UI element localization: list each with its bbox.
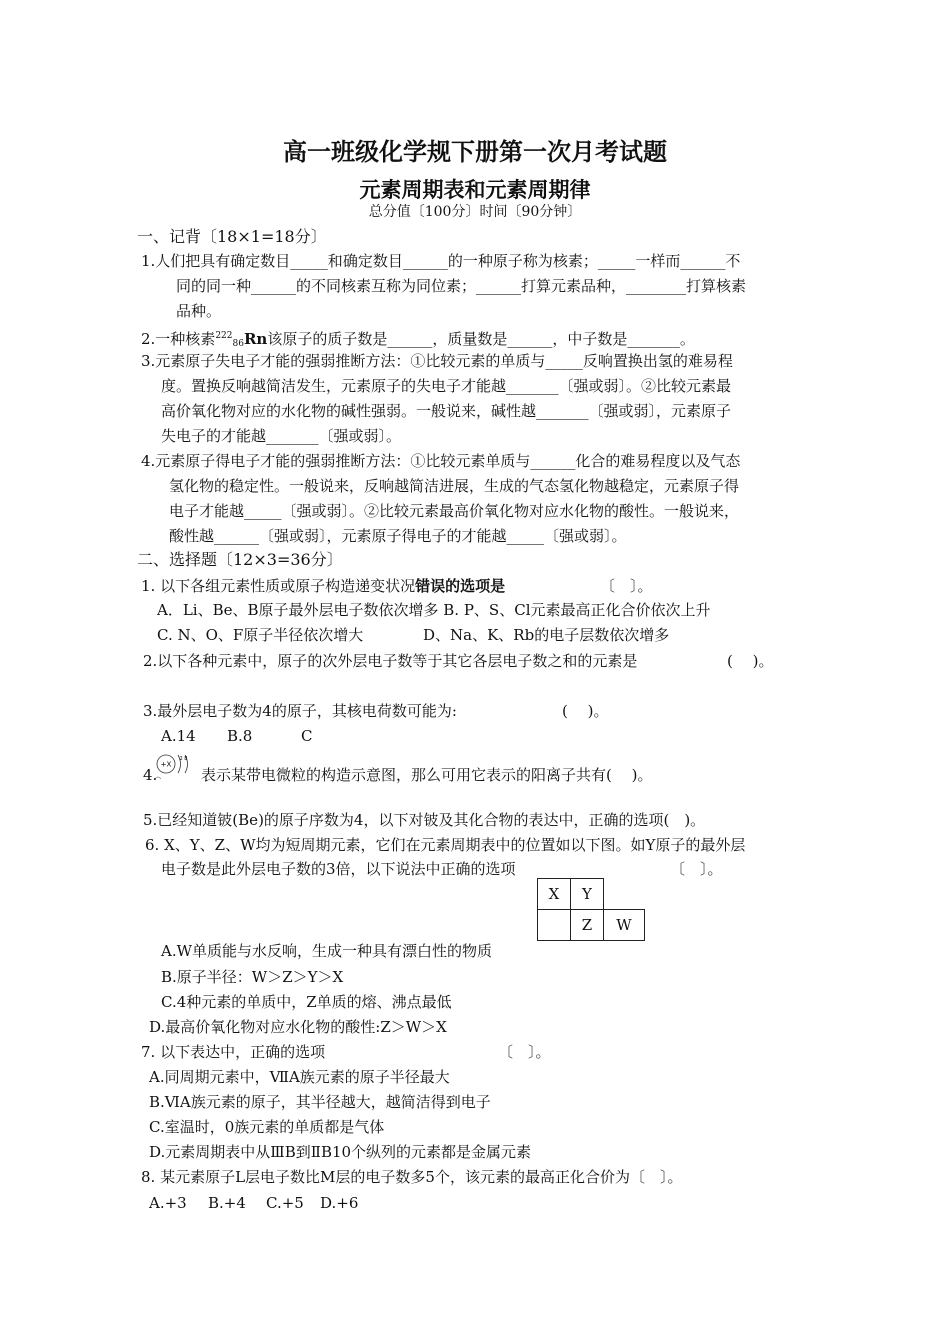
s2-q8-stem: 8. 某元素原子L层电子数比M层的电子数多5个，该元素的最高正化合价为〔 〕。 (141, 1168, 683, 1186)
s2-q8-option-a: A.+3 (149, 1194, 187, 1212)
s2-q6-option-c: C.4种元素的单质中，Z单质的熔、沸点最低 (161, 993, 452, 1011)
cell-blank-top (604, 879, 645, 910)
s1-q1-line1: 1.人们把具有确定数目_____和确定数目______的一种原子称为核素；_____一样而______不 (141, 252, 741, 270)
s2-q7-bracket: 〔 〕。 (498, 1043, 551, 1061)
s2-q3-bracket: ( )。 (562, 702, 609, 720)
s2-q3-option-c: C (301, 727, 313, 745)
s2-q2-stem: 2.以下各种元素中，原子的次外层电子数等于其它各层电子数之和的元素是 (143, 652, 638, 670)
s2-q5-stem: 5.已经知道铍(Be)的原子序数为4，以下对铍及其化合物的表达中，正确的选项( )。 (143, 811, 706, 829)
section1-heading: 一、记背〔18×1=18分〕 (137, 227, 327, 246)
page-subtitle: 元素周期表和元素周期律 (359, 177, 591, 202)
section2-heading: 二、选择题〔12×3=36分〕 (137, 550, 343, 569)
s2-q4-number: 4. (143, 766, 158, 784)
s2-q1-stem (141, 575, 505, 597)
s2-q2-bracket: ( )。 (727, 652, 774, 670)
s2-q7-option-b: B.ⅥA族元素的原子，其半径越大，越简洁得到电子 (149, 1093, 491, 1111)
exam-meta: 总分值〔100分〕时间〔90分钟〕 (368, 204, 582, 220)
cell-y: Y (571, 879, 604, 910)
s2-q1-emphasis: 错误的选项是 (415, 577, 506, 595)
s1-q1-line3: 品种。 (176, 302, 222, 320)
s2-q6-bracket: 〔 〕。 (670, 860, 723, 878)
cell-empty (538, 910, 571, 941)
s2-q8-option-b: B.+4 (208, 1194, 246, 1212)
s1-q2-post: 该原子的质子数是______，质量数是______，中子数是_______。 (267, 330, 695, 348)
s1-q1-line2: 同的同一种______的不同核素互称为同位素；______打算元素品种，________打算核素 (176, 277, 747, 295)
s1-q4-line1: 4.元素原子得电子才能的强弱推断方法：①比较元素单质与______化合的难易程度以及气态 (141, 452, 741, 470)
s2-q1-option-d: D、Na、K、Rb的电子层数依次增多 (423, 626, 670, 644)
s2-q1-option-c: C. N、O、F原子半径依次增大 (157, 626, 364, 644)
cell-z: Z (571, 910, 604, 941)
page-title: 高一班级化学规下册第一次月考试题 (283, 137, 667, 166)
s1-q2-pre: 2.一种核素 (141, 330, 216, 348)
cell-x: X (538, 879, 571, 910)
diagram-mark (155, 777, 161, 779)
s1-q3-line1: 3.元素原子失电子才能的强弱推断方法：①比较元素的单质与_____反响置换出氢的难易程 (141, 352, 733, 370)
nucleus-charge: +X (160, 760, 172, 769)
s2-q6-option-a: A.W单质能与水反响，生成一种具有漂白性的物质 (161, 942, 493, 960)
s2-q6-option-b: B.原子半径：W＞Z＞Y＞X (161, 968, 344, 986)
s1-q4-line4: 酸性越______〔强或弱〕，元素原子得电子的才能越_____〔强或弱〕。 (169, 527, 627, 545)
s2-q1-stem-text: 1. 以下各组元素性质或原子构造递变状况 (141, 577, 416, 595)
atom-structure-diagram (154, 752, 200, 782)
s2-q6-line1: 6. X、Y、Z、W均为短周期元素，它们在元素周期表中的位置如以下图。如Y原子的最外层 (145, 836, 746, 854)
nuclide-mass-number: 222 (215, 331, 233, 341)
s2-q3-option-b: B.8 (227, 727, 253, 745)
s2-q7-option-c: C.室温时，0族元素的单质都是气体 (149, 1118, 385, 1136)
s2-q6-option-d: D.最高价氧化物对应水化物的酸性:Z＞W＞X (149, 1018, 447, 1036)
nuclide-symbol: Rn (243, 330, 268, 348)
s1-q4-line3: 电子才能越_____〔强或弱〕。②比较元素最高价氧化物对应水化物的酸性。一般说来， (169, 502, 740, 520)
s2-q3-option-a: A.14 (161, 727, 196, 745)
s2-q7-stem: 7. 以下表达中，正确的选项 (141, 1043, 326, 1061)
s1-q3-line4: 失电子的才能越_______〔强或弱〕。 (161, 427, 402, 445)
s2-q1-bracket: 〔 〕。 (600, 577, 653, 595)
cell-w: W (604, 910, 645, 941)
s2-q1-options-ab: A．Li、Be、B原子最外层电子数依次增多 B. P、S、Cl元素最高正化合价依次上升 (157, 601, 711, 619)
s2-q4-stem: 表示某带电微粒的构造示意图，那么可用它表示的阳离子共有( )。 (201, 766, 653, 784)
s2-q7-option-a: A.同周期元素中，ⅦA族元素的原子半径最大 (149, 1068, 450, 1086)
s2-q8-option-d: D.+6 (320, 1194, 359, 1212)
s2-q6-line2: 电子数是此外层电子数的3倍，以下说法中正确的选项 (161, 860, 516, 878)
s2-q7-option-d: D.元素周期表中从ⅢB到ⅡB10个纵列的元素都是金属元素 (149, 1143, 532, 1161)
nuclide-atomic-number: 86 (232, 339, 244, 349)
periodic-position-table (537, 878, 645, 941)
s2-q3-stem: 3.最外层电子数为4的原子，其核电荷数可能为: (143, 702, 457, 720)
s1-q4-line2: 氢化物的稳定性。一般说来，反响越简洁进展，生成的气态氢化物越稳定，元素原子得 (169, 477, 740, 495)
s1-q3-line2: 度。置换反响越简洁发生，元素原子的失电子才能越_______〔强或弱〕。②比较元素最 (161, 377, 732, 395)
s1-q3-line3: 高价氧化物对应的水化物的碱性强弱。一般说来，碱性越_______〔强或弱〕，元素原子 (161, 402, 732, 420)
s2-q8-option-c: C.+5 (266, 1194, 304, 1212)
shell-electron-counts: 2 8 (179, 756, 188, 762)
